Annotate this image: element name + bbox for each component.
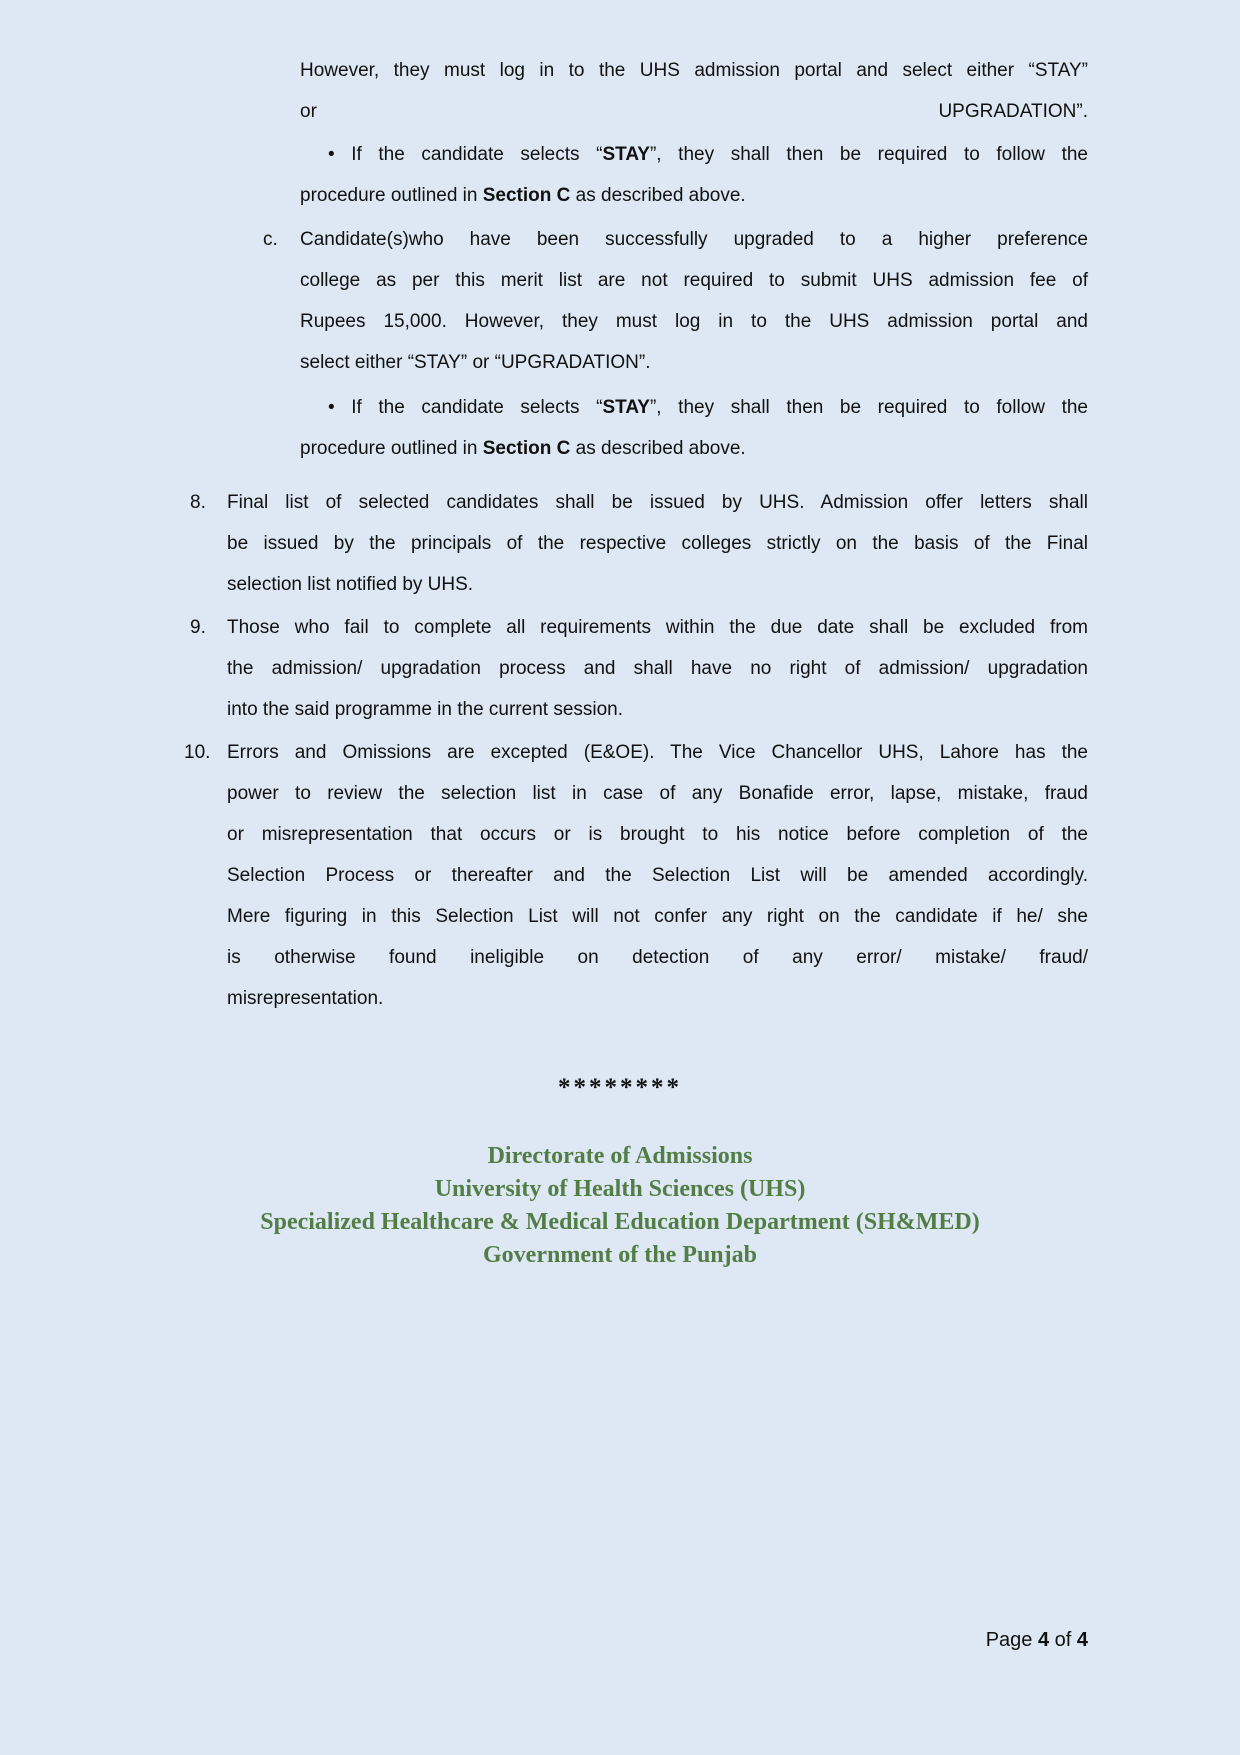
bold-text: STAY xyxy=(602,144,650,165)
text-line xyxy=(227,937,1088,978)
bullet-stay-note-1 xyxy=(300,134,1088,216)
text-line xyxy=(227,814,1088,855)
text-segment: misrepresentation. xyxy=(227,988,384,1009)
document-body xyxy=(0,50,1240,1272)
text-line xyxy=(227,648,1088,689)
text-segment: ”, they shall then be required to follow the xyxy=(649,397,1088,418)
text-segment: selection list notified by UHS. xyxy=(227,574,474,595)
text-segment: Final list of selected candidates shall be issued by UHS. Admission offer letters shall xyxy=(227,492,1088,513)
text-line xyxy=(300,260,1088,301)
text-line xyxy=(227,896,1088,937)
text-segment: • If the candidate selects “ xyxy=(328,397,603,418)
bold-text: Section C xyxy=(482,438,571,459)
text-segment: as described above. xyxy=(570,438,746,459)
signature-directorate: Directorate of Admissions xyxy=(487,1143,753,1169)
text-line xyxy=(227,482,1088,523)
text-segment: the admission/ upgradation process and shall have no right of admission/ upgradation xyxy=(227,658,1088,679)
text-segment: select either “STAY” or “UPGRADATION”. xyxy=(300,352,651,373)
text-segment: or misrepresentation that occurs or is brought to his notice before completion of the xyxy=(227,824,1088,845)
text-segment: Selection Process or thereafter and the Selection List will be amended accordingly. xyxy=(227,865,1088,886)
text-segment: Rupees 15,000. However, they must log in to the UHS admission portal and xyxy=(300,311,1088,332)
text-segment: Those who fail to complete all requirements within the due date shall be excluded from xyxy=(227,617,1088,638)
text-segment: • If the candidate selects “ xyxy=(328,144,603,165)
text-line xyxy=(300,134,1088,175)
section-separator-stars: ******** xyxy=(558,1074,682,1101)
text-line xyxy=(300,175,1088,216)
text-segment: procedure outlined in xyxy=(300,438,483,459)
text-line xyxy=(227,607,1088,648)
text-line xyxy=(300,301,1088,342)
page-number-current: 4 xyxy=(1037,1629,1050,1651)
page-number-label: Page xyxy=(985,1629,1038,1651)
text-line xyxy=(300,50,1088,91)
para-upgradation-continuation xyxy=(300,50,1088,132)
text-line xyxy=(227,855,1088,896)
text-line xyxy=(300,342,1088,383)
text-line xyxy=(227,732,1088,773)
bullet-stay-note-2 xyxy=(300,387,1088,469)
page-number-total: 4 xyxy=(1076,1629,1088,1651)
text-segment: Errors and Omissions are excepted (E&OE). The Vice Chancellor UHS, Lahore has the xyxy=(227,742,1088,763)
item-10-errors-omissions xyxy=(184,732,1088,1019)
bold-text: STAY xyxy=(602,397,650,418)
list-marker: 9. xyxy=(190,617,206,638)
item-8-final-list xyxy=(190,482,1088,605)
text-segment: into the said programme in the current session. xyxy=(227,699,624,720)
list-marker: c. xyxy=(263,229,278,250)
page-number-of: of xyxy=(1049,1629,1077,1651)
text-segment: ”, they shall then be required to follow the xyxy=(649,144,1088,165)
text-line xyxy=(227,978,1088,1019)
text-segment: Candidate(s)who have been successfully upgraded to a higher preference xyxy=(300,229,1088,250)
document-blocks xyxy=(0,50,1240,1019)
text-line xyxy=(300,387,1088,428)
page-number xyxy=(986,1628,1088,1652)
list-marker: 8. xyxy=(190,492,206,513)
text-segment: or UPGRADATION”. xyxy=(300,101,1088,122)
bold-text: Section C xyxy=(482,185,571,206)
text-line xyxy=(300,219,1088,260)
text-line xyxy=(227,564,1088,605)
item-9-due-date xyxy=(190,607,1088,730)
list-marker: 10. xyxy=(184,742,211,763)
text-line xyxy=(227,689,1088,730)
text-line xyxy=(227,773,1088,814)
signature-government: Government of the Punjab xyxy=(483,1242,757,1268)
text-segment: However, they must log in to the UHS admission portal and select either “STAY” xyxy=(300,60,1088,81)
text-segment: as described above. xyxy=(570,185,746,206)
signature-university: University of Health Sciences (UHS) xyxy=(434,1176,806,1202)
text-line xyxy=(300,91,1088,132)
text-segment: college as per this merit list are not required to submit UHS admission fee of xyxy=(300,270,1088,291)
text-segment: Mere figuring in this Selection List will not confer any right on the candidate if he/ she xyxy=(227,906,1088,927)
text-segment: is otherwise found ineligible on detection of any error/ mistake/ fraud/ xyxy=(227,947,1088,968)
text-line xyxy=(227,523,1088,564)
text-segment: power to review the selection list in case of any Bonafide error, lapse, mistake, fraud xyxy=(227,783,1088,804)
text-line xyxy=(300,428,1088,469)
signature-block xyxy=(0,1140,1240,1272)
text-segment: procedure outlined in xyxy=(300,185,483,206)
signature-department: Specialized Healthcare & Medical Education Department (SH&MED) xyxy=(260,1209,980,1235)
item-c-upgraded-candidates xyxy=(263,219,1088,383)
text-segment: be issued by the principals of the respective colleges strictly on the basis of the Final xyxy=(227,533,1088,554)
